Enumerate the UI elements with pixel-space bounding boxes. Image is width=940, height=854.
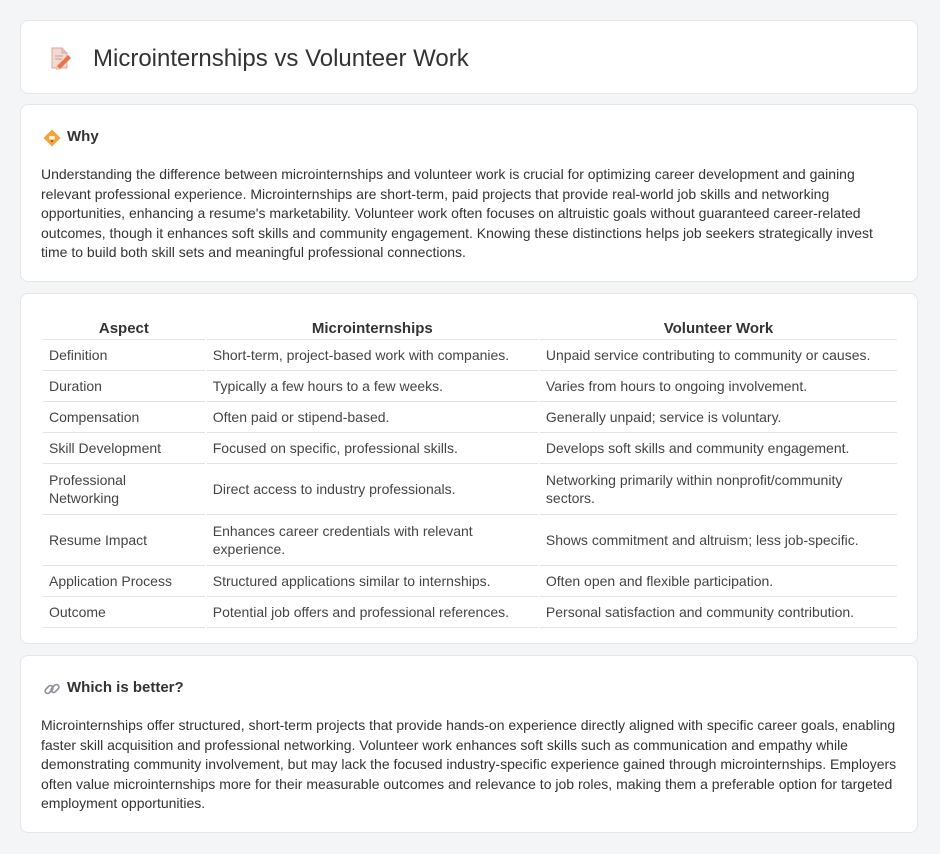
table-row <box>43 340 897 371</box>
volunteer-cell: Networking primarily within nonprofit/community sectors. <box>540 464 897 515</box>
microinternships-cell: Structured applications similar to internships. <box>207 566 538 597</box>
table-row <box>43 566 897 597</box>
table-row <box>43 402 897 433</box>
table-row <box>43 515 897 566</box>
microinternships-cell: Often paid or stipend-based. <box>207 402 538 433</box>
pencil-paper-icon <box>47 45 73 71</box>
volunteer-cell: Generally unpaid; service is voluntary. <box>540 402 897 433</box>
volunteer-cell: Develops soft skills and community engagement. <box>540 433 897 464</box>
page-title: Microinternships vs Volunteer Work <box>93 45 469 72</box>
aspect-cell: Skill Development <box>43 433 205 464</box>
which-is-better-section <box>20 655 918 833</box>
aspect-cell: Definition <box>43 340 205 371</box>
better-heading: Which is better? <box>67 679 184 696</box>
column-header: Volunteer Work <box>540 315 897 340</box>
microinternships-cell: Potential job offers and professional references. <box>207 597 538 628</box>
microinternships-cell: Direct access to industry professionals. <box>207 464 538 515</box>
aspect-cell: Resume Impact <box>43 515 205 566</box>
volunteer-cell: Shows commitment and altruism; less job-specific. <box>540 515 897 566</box>
comparison-table <box>41 315 899 628</box>
aspect-cell: Compensation <box>43 402 205 433</box>
why-text: Understanding the difference between microinternships and volunteer work is crucial for optimizing career development and gaining relevant professional experience. Microinternships are short-term, paid projects that provide real-world job skills and networking opportunities, enhancing a resume's marketability. Volunteer work often focuses on altruistic goals without guaranteed career-related outcomes, though it enhances soft skills and community engagement. Knowing these distinctions helps job seekers strategically invest time to build both skill sets and meaningful professional connections. <box>41 166 873 261</box>
volunteer-cell: Unpaid service contributing to community or causes. <box>540 340 897 371</box>
microinternships-cell: Short-term, project-based work with companies. <box>207 340 538 371</box>
table-row <box>43 597 897 628</box>
volunteer-cell: Varies from hours to ongoing involvement. <box>540 371 897 402</box>
link-icon <box>43 680 61 698</box>
microinternships-cell: Enhances career credentials with relevant experience. <box>207 515 538 566</box>
aspect-cell: Professional Networking <box>43 464 205 515</box>
why-heading: Why <box>67 128 99 145</box>
comparison-section <box>20 293 918 644</box>
diamond-sign-icon <box>43 129 61 147</box>
aspect-cell: Outcome <box>43 597 205 628</box>
table-header-row <box>43 315 897 340</box>
why-section <box>20 104 918 282</box>
volunteer-cell: Often open and flexible participation. <box>540 566 897 597</box>
title-card <box>20 20 918 94</box>
microinternships-cell: Typically a few hours to a few weeks. <box>207 371 538 402</box>
column-header: Aspect <box>43 315 205 340</box>
aspect-cell: Application Process <box>43 566 205 597</box>
column-header: Microinternships <box>207 315 538 340</box>
table-row <box>43 371 897 402</box>
aspect-cell: Duration <box>43 371 205 402</box>
microinternships-cell: Focused on specific, professional skills. <box>207 433 538 464</box>
table-row <box>43 464 897 515</box>
table-row <box>43 433 897 464</box>
better-text: Microinternships offer structured, short-term projects that provide hands-on experience directly aligned with specific career goals, enabling faster skill acquisition and professional networking. Volunteer work enhances soft skills such as communication and empathy while demonstrating community involvement, but may lack the focused industry-specific experience gained through microinternships. Employers often value microinternships more for their measurable outcomes and relevance to job roles, making them a preferable option for targeted employment opportunities. <box>41 717 897 812</box>
volunteer-cell: Personal satisfaction and community contribution. <box>540 597 897 628</box>
